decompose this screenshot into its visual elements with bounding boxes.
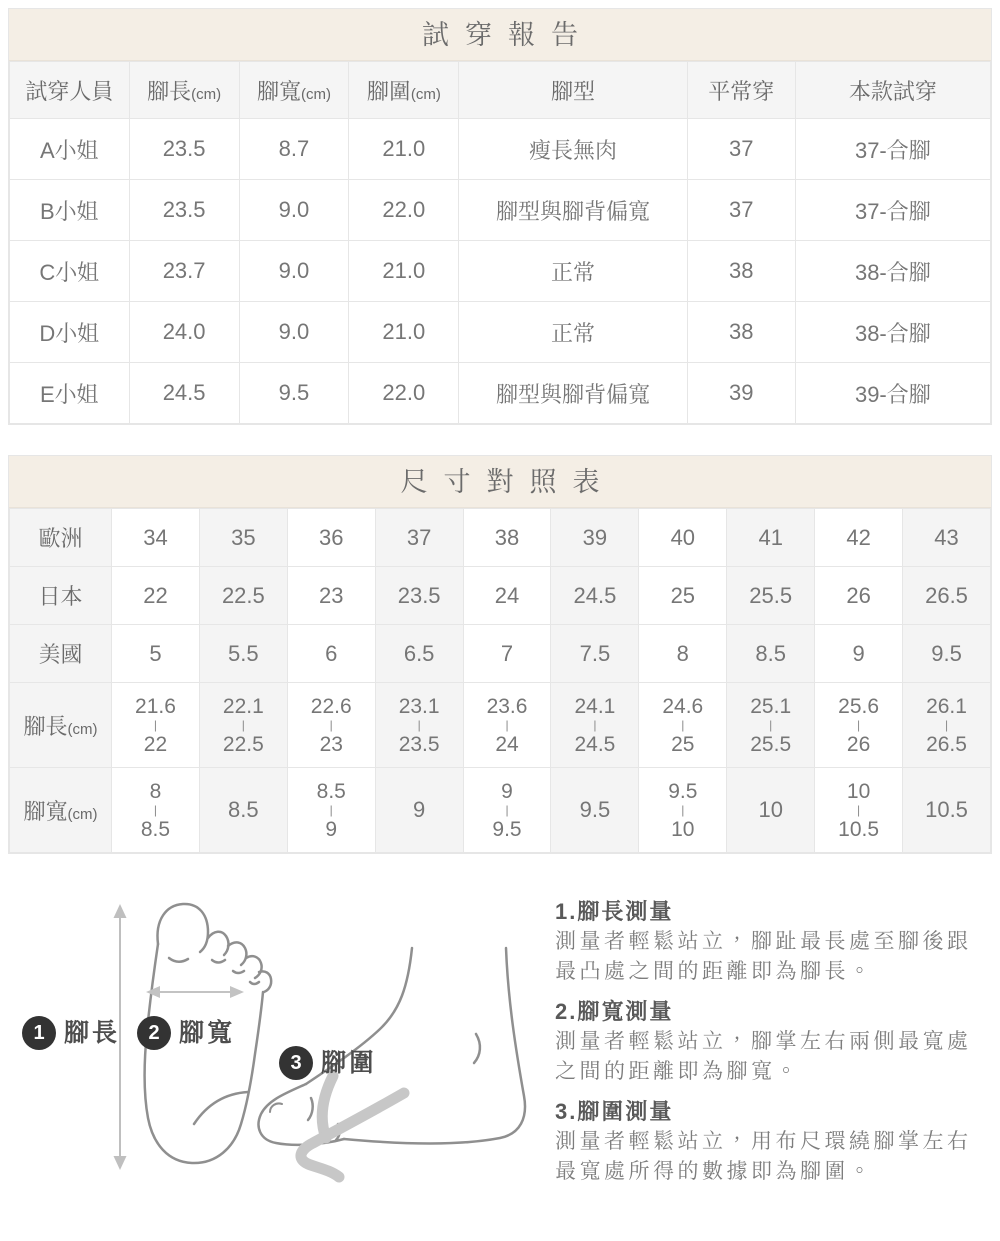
column-header [129,62,239,119]
range-separator: | [769,717,773,732]
range-separator: | [505,717,509,732]
size-chart-title: 尺寸對照表 [9,456,991,508]
table-cell: 34 [112,509,200,567]
table-cell-range: 8.5 | 9 [287,768,375,853]
table-cell: 9.5 [903,625,991,683]
range-separator: | [417,717,421,732]
table-cell-range: 26.1 | 26.5 [903,683,991,768]
table-header-row [10,62,991,119]
table-row [10,363,991,424]
header-unit: (cm) [191,85,222,103]
table-cell: 22.5 [199,567,287,625]
range-separator: | [329,802,333,817]
badge-number: 3 [290,1051,302,1074]
try-on-report-title: 試穿報告 [9,9,991,61]
badge-3-label: 腳圍 [321,1049,378,1077]
table-cell: 35 [199,509,287,567]
table-row-foot-length [10,683,991,768]
badge-1-label: 腳長 [64,1019,121,1047]
range-separator: | [944,717,949,732]
table-cell: B小姐 [10,180,130,241]
size-chart-panel [8,455,992,854]
table-cell: 8 [639,625,727,683]
table-cell: 37 [687,180,795,241]
table-cell: 5.5 [199,625,287,683]
table-row-jp [10,567,991,625]
table-cell: 37 [375,509,463,567]
table-row [10,241,991,302]
try-on-report-table [9,61,991,424]
table-cell: 42 [815,509,903,567]
table-cell: 9 [375,768,463,853]
measuring-tape [301,1076,404,1177]
table-cell-range: 22.1 | 22.5 [199,683,287,768]
table-cell: 39 [687,363,795,424]
header-label: 本款試穿 [848,78,937,104]
table-cell: 9 [815,625,903,683]
range-separator: | [681,717,685,732]
column-header [459,62,688,119]
table-cell: 22.0 [349,363,459,424]
table-cell: 腳型與腳背偏寬 [459,363,688,424]
column-header [349,62,459,119]
table-cell: 腳型與腳背偏寬 [459,180,688,241]
table-cell: 26 [815,567,903,625]
table-row [10,302,991,363]
table-cell: 21.0 [349,241,459,302]
measure-step-2-body: 測量者輕鬆站立，腳掌左右兩側最寬處之間的距離即為腳寬。 [555,1030,972,1083]
table-cell: 正常 [459,302,688,363]
foot-measurement-diagram [8,886,543,1241]
table-cell-range: 25.6 | 26 [815,683,903,768]
header-label: 腳長 [147,78,192,104]
table-cell: C小姐 [10,241,130,302]
table-cell-range: 21.6 | 22 [112,683,200,768]
foot-width-arrow [146,986,244,998]
row-header [10,625,112,683]
row-unit: (cm) [67,805,98,823]
measure-step-3-body: 測量者輕鬆站立，用布尺環繞腳掌左右最寬處所得的數據即為腳圍。 [555,1130,972,1183]
table-cell: A小姐 [10,119,130,180]
header-unit: (cm) [410,85,441,103]
table-cell: 10 [727,768,815,853]
range-separator: | [857,802,861,817]
table-cell: 24.5 [129,363,239,424]
table-cell: 38-合腳 [795,241,990,302]
table-cell: 25.5 [727,567,815,625]
table-cell-range: 9 | 9.5 [463,768,551,853]
table-cell: 23 [287,567,375,625]
header-label: 試穿人員 [25,78,114,104]
header-label: 平常穿 [708,78,775,104]
table-cell: 38 [463,509,551,567]
table-row-us [10,625,991,683]
range-separator: | [593,717,597,732]
table-cell: 37 [687,119,795,180]
table-cell: 8.7 [239,119,349,180]
table-cell-range: 24.1 | 24.5 [551,683,639,768]
table-cell: 7 [463,625,551,683]
table-cell-range: 9.5 | 10 [639,768,727,853]
table-cell: 21.0 [349,302,459,363]
table-row [10,180,991,241]
table-cell: 6.5 [375,625,463,683]
range-separator: | [241,717,245,732]
table-cell-range: 23.1 | 23.5 [375,683,463,768]
table-cell: 25 [639,567,727,625]
table-cell: 6 [287,625,375,683]
measurement-guide-section [8,886,992,1241]
badge-number: 1 [33,1021,45,1044]
table-cell: 正常 [459,241,688,302]
row-header [10,509,112,567]
row-label: 腳長 [23,713,68,739]
range-separator: | [153,717,158,732]
table-cell: 8.5 [727,625,815,683]
header-label: 腳圍 [366,78,411,104]
table-cell: 38 [687,241,795,302]
table-cell: 21.0 [349,119,459,180]
measure-step-2-heading: 2.腳寬測量 [555,999,674,1024]
table-cell: E小姐 [10,363,130,424]
table-cell: 39 [551,509,639,567]
table-cell-range: 23.6 | 24 [463,683,551,768]
table-cell: 37-合腳 [795,119,990,180]
table-cell: 5 [112,625,200,683]
badge-3-foot-girth [279,1046,313,1080]
header-label: 腳寬 [256,78,301,104]
table-cell: 23.5 [375,567,463,625]
header-unit: (cm) [300,85,331,103]
table-cell: 7.5 [551,625,639,683]
column-header [10,62,130,119]
range-separator: | [857,717,861,732]
range-separator: | [681,802,685,817]
table-cell: 24.5 [551,567,639,625]
table-cell: 22.0 [349,180,459,241]
table-cell: 26.5 [903,567,991,625]
table-cell: 22 [112,567,200,625]
header-label: 腳型 [551,78,596,104]
table-cell: 9.0 [239,302,349,363]
row-label: 日本 [38,584,83,609]
table-cell-range: 10 | 10.5 [815,768,903,853]
table-cell-range: 24.6 | 25 [639,683,727,768]
badge-2-foot-width [137,1016,171,1050]
table-row [10,119,991,180]
table-row-eu [10,509,991,567]
range-separator: | [329,717,333,732]
table-cell: 9.0 [239,180,349,241]
column-header [795,62,990,119]
measure-step-3 [555,1096,990,1187]
table-cell-range: 8 | 8.5 [112,768,200,853]
table-cell: 24.0 [129,302,239,363]
table-cell: 36 [287,509,375,567]
foot-diagram-illustration [8,886,543,1241]
column-header [687,62,795,119]
measure-step-3-heading: 3.腳圍測量 [555,1099,674,1124]
badge-number: 2 [148,1021,160,1044]
table-cell: 10.5 [903,768,991,853]
row-header [10,683,112,768]
size-chart-table [9,508,991,853]
column-header [239,62,349,119]
row-label: 腳寬 [23,798,68,824]
table-cell: 瘦長無肉 [459,119,688,180]
table-cell-range: 25.1 | 25.5 [727,683,815,768]
range-separator: | [505,802,509,817]
table-cell: 9.5 [551,768,639,853]
try-on-report-panel [8,8,992,425]
table-cell: 23.7 [129,241,239,302]
row-label: 歐洲 [38,526,83,551]
table-cell: 24 [463,567,551,625]
measure-step-2 [555,996,990,1087]
table-cell: 9.0 [239,241,349,302]
table-cell: 40 [639,509,727,567]
table-cell: 38 [687,302,795,363]
range-separator: | [153,802,158,817]
measure-step-1-body: 測量者輕鬆站立，腳趾最長處至腳後跟最凸處之間的距離即為腳長。 [555,930,972,983]
measure-step-1 [555,896,990,987]
table-cell: 39-合腳 [795,363,990,424]
table-cell: 9.5 [239,363,349,424]
table-cell: 41 [727,509,815,567]
badge-1-foot-length [22,1016,56,1050]
table-cell: 23.5 [129,180,239,241]
row-header [10,567,112,625]
table-cell: 23.5 [129,119,239,180]
table-cell-range: 22.6 | 23 [287,683,375,768]
table-cell: 8.5 [199,768,287,853]
table-cell: D小姐 [10,302,130,363]
row-unit: (cm) [67,720,98,738]
table-cell: 43 [903,509,991,567]
table-cell: 38-合腳 [795,302,990,363]
table-row-foot-width [10,768,991,853]
table-cell: 37-合腳 [795,180,990,241]
row-label: 美國 [38,642,83,667]
measure-step-1-heading: 1.腳長測量 [555,899,674,924]
badge-2-label: 腳寬 [179,1019,236,1047]
row-header [10,768,112,853]
measurement-instructions [543,886,990,1241]
